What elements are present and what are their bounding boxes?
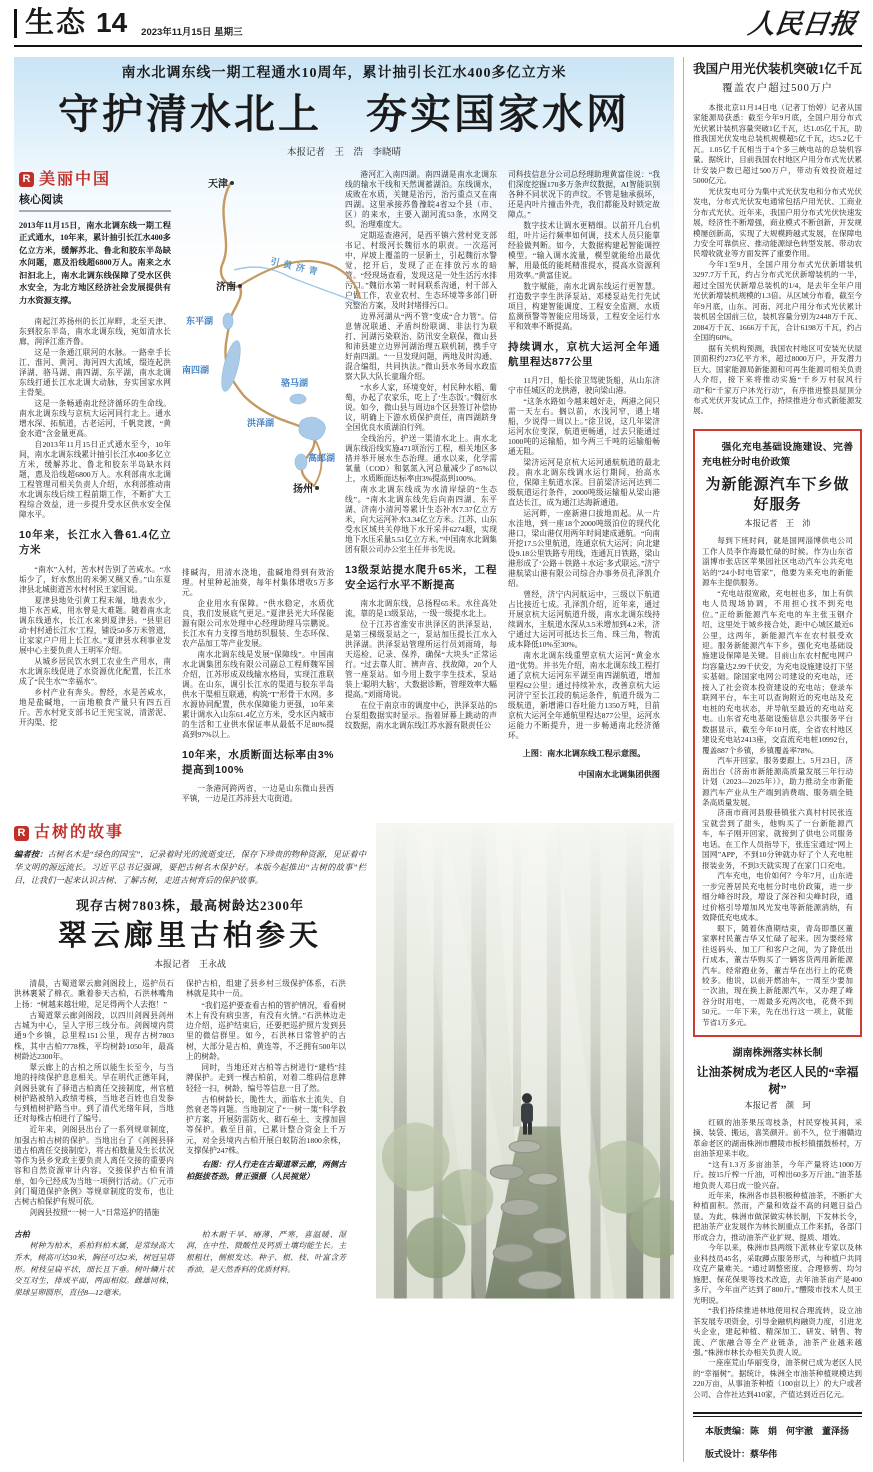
page-content — [14, 57, 862, 1462]
ev-title: 为新能源汽车下乡做好服务 — [705, 477, 850, 513]
column-logo-icon: R — [19, 172, 34, 187]
paragraph: 定期巡查港河，是西平镇六营村党支部书记、村级河长魏衍水的职责。一次巡河中，岸坡上覆盖的一层新土，引起魏衍水警觉，挖开后，发现了正在排放污水的暗管。“经现场查看，发现这是一处生活污水排污口。”魏衍水第一时间联系沟通，村干部入户做工作，农业农村、生态环境等多部门研究整治方案，及时封堵排污口。 — [345, 230, 497, 310]
paragraph: “这有1.3万多亩油茶，今年产量将达1000万斤。按15斤榨一斤油，可榨出60多万斤油。”油茶基地负责人邓日成一脸兴奋。 — [693, 1159, 862, 1190]
subhead-4: 持续调水，京杭大运河全年通航里程达877公里 — [508, 340, 660, 369]
ancient-tree-article — [14, 823, 674, 1298]
map-label-yangzhou: 扬州 — [293, 483, 313, 495]
tree-kicker: 现存古树7803株，最高树龄达2300年 — [75, 897, 304, 913]
paragraph: 近年来，株洲各市县积极种植油茶，不断扩大种植面积。然而，产量和效益不高的问题日益凸显。为此，株洲市做深做实林长制，下发林长令，把油茶产业发展作为林长制重点工作来抓，各部门形成合力，推动油茶产业扩规、提质、增效。 — [693, 1190, 862, 1242]
col2-paragraphs-2 — [182, 784, 334, 804]
paragraph: 南水北调东线重塑京杭大运河“黄金水道”优势。井书先介绍，南水北调东线工程打通了京杭大运河东平湖至南四湖航道，增加里程62公里；通过持续补水，改善京杭大运河济宁至长江段的航运条件，航道升级为二级航道，新增港口吞吐能力1350万吨，目前京杭大运河全年通航里程达877公里，运河水运能力不断提升，进一步畅通南北经济循环。 — [508, 651, 660, 741]
cypress-info-box — [14, 1229, 346, 1299]
col3-paragraphs-2 — [345, 599, 497, 731]
map-label-hongzehu: 洪泽湖 — [246, 417, 274, 428]
paragraph: 清晨，古蜀道翠云廊剑阁段上，巡护员石洪林裹紧了棉衣。瞅着参天古柏，石洪林嘴角上扬：“树越来越壮啦，足足得两个人去抱！” — [14, 979, 174, 1009]
stone — [528, 1173, 558, 1185]
ev-byline: 本报记者 王 沛 — [744, 519, 811, 529]
subhead-2: 10年来，水质断面达标率由3%提高到100% — [182, 748, 334, 777]
paragraph: “我们巡护要查看古柏的管护情况，看看树木上有没有病虫害，有没有火情。”石洪林边走边介绍，巡护结束后，还要把巡护照片发到县里的微信群里。如今，石洪林日常管护的古树，大部分是古柏、黄连等，不乏拥有500年以上的树龄。 — [186, 1000, 346, 1061]
paragraph: 一座座荒山华丽变身，油茶树已成为老区人民的“幸福树”。据统计，株洲全市油茶种植规模达到220万亩，从事油茶种植（100亩以上）的大户或者公司、合作社达到410家，产值达到近百亿元。 — [693, 1358, 862, 1399]
paragraph: 全线治污，护送一渠清水北上。南水北调东线沿线实施471项治污工程，相关地区多措并举开展水生态治理。通水以来，化学需氧量（COD）和氨氮入河总量减少了85%以上，水质断面达标率由3%提高到100%。 — [345, 433, 497, 483]
solar-article — [693, 61, 862, 417]
paragraph: “充电站很宽敞，充电桩也多，加上有供电人员现场协调，不用担心找不到充电位。”正给新能源汽车充电的车主张玉钢介绍，这里处于城乡接合处，距中心城区最近6公里，这两年，新能源汽车在农村很受欢迎。服务新能源汽车下乡，强化充电基础设施建设保障是关键。目前山东农村配电网户均容量达2.99千伏安，为充电设施建设打下坚实基础。除国家电网公司建设的充电站，还接入了社会资本投资建设的充电站；登录车联网平台，车主可以查询附近的充电站及充电桩的充电状态，并导航至最近的充电站充电。山东省充电基础设施信息公共服务平台数据显示，截至今年10月底，全省农村地区建设充电站2413座，交直流充电桩10992台，覆盖887个乡镇，乡镇覆盖率78%。 — [702, 588, 853, 755]
core-reading-label: 核心阅读 — [19, 193, 63, 206]
route-map-svg — [174, 170, 374, 568]
lake-dongping-shape — [223, 313, 233, 329]
tree-col1-paragraphs — [14, 979, 174, 1218]
section-block — [14, 9, 127, 38]
paragraph: 南起江苏扬州的长江岸畔，北至天津、东到胶东半岛，南水北调东线，宛如清水长廊，润泽江淮齐鲁。 — [19, 317, 171, 347]
route-map — [182, 170, 334, 568]
paragraph: 南水北调东线成为水清岸绿的“生态线”。“南水北调东线先后向南四湖、东平湖、济南小清河等累计生态补水7.37亿立方米，向大运河补水3.34亿立方米。江苏、山东受水区域共关停地下水开采井6274眼，实现地下水压采量5.51亿立方米。”中国南水北调集团有限公司办公室主任井书先说。 — [345, 484, 497, 554]
subhead-3: 13级泵站提水爬升65米，工程安全运行水平不断提高 — [345, 563, 497, 592]
editor-note — [14, 848, 366, 887]
ev-kicker: 强化充电基础设施建设、完善充电桩分时电价政策 — [702, 441, 853, 469]
ancient-tree-text-area — [14, 823, 366, 1298]
page-credits — [693, 1412, 862, 1461]
paragraph: 近年来，剑阁县出台了一系列规章制度，加强古柏古树的保护。当地出台了《剑阁县驿道古柏离任交接制度》，将古柏数量及生长状况等作为县乡党政主要负责人离任交接的重要内容和自然资源审计内容。交接保护古柏有清单，如今已经成为当地一项例行活动。《广元市剑门蜀道保护条例》等规章制度的发布，也让古树古柏保护有规可依。 — [14, 1125, 174, 1207]
paragraph: 乡村产业有奔头。曾经，水是苦咸水，地是盐碱地，一亩地粮食产量只有四五百斤。苦水村党支部书记王宪宝说，清淤泥、开沟渠、挖 — [19, 687, 171, 727]
paragraph: 据有关机构预测，我国农村地区可安装光伏屋顶面积约273亿平方米，超过8000万户，开发潜力巨大。国家能源局新能源和可再生能源司相关负责人介绍，接下来将推动实施“千乡万村驭风行动”和“千家万户沐光行动”，有序推进整县屋顶分布式光伏开发试点工作，持续推进分布式新能源发展。 — [693, 343, 862, 416]
paragraph: 眼下，随着休渔期结束，青岛即墨区董家寨村民董吉华又忙碌了起来。因为要经常往返码头、加工厂和客户之间，为了降低出行成本，董吉华购买了一辆客货两用新能源汽车。经常跑业务，董吉华在出行上的花费较多。他说，以前开燃油车，一周至少要加一次油，现在换上新能源汽车，又办理了峰谷分时用电，一周最多充两次电，花费不到50元。一年下来，先在出行这一项上，就能节省1万多元。 — [702, 923, 853, 1027]
paragraph: 南水北调东线，总扬程65米。水往高处流，靠的是13级泵站，一级一级提水北上。 — [345, 599, 497, 619]
section-name: 生态 — [25, 7, 88, 39]
map-label-luomahu: 骆马湖 — [281, 377, 309, 388]
paragraph: 翠云廊上的古柏之所以能生长至今，与当地的持续保护息息相关。早在明代正德年间，剑阁县就有了驿道古柏离任交接制度，州官植树护路被纳入政绩考核，当地老百姓也自发参与到植树护路当中。到了清代光绪年间，当地还对每株古柏进行了编号。 — [14, 1063, 174, 1124]
paragraph: 在位于南京市的调度中心，洪泽泵站的5台泵组数据实时显示。指着屏幕上跳动的声纹数据，南水北调东线江苏水源有限责任公 — [345, 701, 497, 731]
cypress-text-1: 树种为柏木，系柏科柏木属，是常绿高大乔木，树高可达30米，胸径可达2米，树冠呈塔形。树枝呈扁平状，细长且下垂。树叶鳞片状交互对生，排成平面，两面相似。雌雄同株，果球呈卵圆形，直径8—12毫米。 — [14, 1241, 174, 1298]
stone — [490, 1165, 524, 1179]
paragraph: 南水北调东线是发展“保障线”。中国南水北调集团东线有限公司副总工程师魏军国介绍，江苏形成双线输水格局，实现江淮联调。在山东，调引长江水的渠道与胶东半岛供水干渠相互联通，构筑“T”形骨干水网。多水源协同配置，供水保障能力更强，10年来累计调水入山东61.4亿立方米，受水区内城市的生活和工业供水保证率从最低不足80%提高到97%以上。 — [182, 649, 334, 739]
paragraph: 企业用水有保障。“供水稳定，水质优良，我们发展底气更足。”夏津县光大环保能源有限公司水处理中心经理助理马宗鹏说。长江水有力支撑当地纺织服装、生态环保、农产品加工等产业发展。 — [182, 598, 334, 648]
water-col-1 — [19, 170, 171, 805]
paragraph: 本报北京11月14日电（记者丁怡婷）记者从国家能源局获悉：截至今年9月底，全国户用分布式光伏累计装机容量突破1亿千瓦，达1.05亿千瓦，助推我国光伏发电总装机规模超5亿千瓦，达5.2亿千瓦。1.05亿千瓦相当于4个多三峡电站的总装机容量。据统计，目前我国农村地区户用分布式光伏累计安装户数已超过500万户，带动有效投资超过5000亿元。 — [693, 102, 862, 186]
paragraph: 数字赋能，南水北调东线运行更智慧。打造数字孪生洪泽泵站、邓楼泵站先行先试项目，构建智能调度、工程安全监测、水质监测预警等智能应用场景，工程安全运行水平和效率不断提高。 — [508, 281, 660, 331]
paragraph: “南水”入村，苦水村告别了苦咸水。“水垢少了，好水熬出的米粥又稠又香。”山东夏津县北城街道苦水村村民王家国说。 — [19, 564, 171, 594]
paragraph: 曾经，济宁内河航运中，三级以下航道占比接近七成。孔泽凯介绍，近年来，通过开展京杭大运河航道升级，南水北调东线持续调水，主航道水深从3.5米增加到4.2米，济宁通过大运河可抵达长三角、珠三角，物流成本降低10%至30%。 — [508, 590, 660, 650]
paragraph: 一条港河跨两省，一边是山东微山县西平镇，一边是江苏沛县大屯街道。 — [182, 784, 334, 804]
map-label-gaoyouhu: 高邮湖 — [308, 452, 336, 463]
paragraph: 光伏发电可分为集中式光伏发电和分布式光伏发电，分布式光伏发电通常包括户用光伏、工商业分布式光伏。近年来，我国户用分布式光伏快速发展，经济性不断增强，商业模式不断创新，开发规模屡创新高，实现了大规模跨越式发展，在保障电力安全可靠供应、推动能源绿色转型发展、带动农民增收就业等方面发挥了重要作用。 — [693, 186, 862, 259]
paragraph: “水乡人家，环境变好，村民种水稻、葡萄，办起了农家乐，吃上了‘生态饭’。”魏衍水说。如今，微山县与周边8个区县签订补偿协议，明确上下游水质保护责任，南四湖跻身全国优良水质湖泊行列。 — [345, 382, 497, 432]
page-number: 14 — [96, 7, 128, 38]
editors-line: 本版责编：陈 娟 何宇澈 董泽扬 — [705, 1426, 850, 1437]
col1-paragraphs — [19, 317, 171, 520]
photo-caption-text: 右图：行人行走在古蜀道翠云廊，两侧古柏挺拔苍劲。 — [186, 1160, 346, 1182]
paragraph: 数字技术让调水更精细。以前开几台机组，叶片运行频率如何调，技术人员只能靠经验做判断。如今，大数据构建起智能调控模型。“输入调水流量，模型就能给出最优解，用最低的能耗精准提水，提高水资源利用效率。”黄富佳说。 — [508, 220, 660, 280]
map-label-canal: 引黄济青 — [269, 256, 323, 278]
main-column — [14, 57, 674, 1462]
col2-paragraphs — [182, 599, 334, 740]
paragraph: 汽车充电，电价如何？今年7月，山东进一步完善居民充电桩分时电价政策，进一步细分峰谷时段，增设了深谷和尖峰时段，通过价格引导增加风光发电等新能源消纳，有效降低充电成本。 — [702, 871, 853, 923]
camellia-title: 让油茶树成为老区人民的“幸福树” — [696, 1065, 859, 1096]
stone — [501, 1200, 539, 1216]
map-route-main — [221, 184, 314, 486]
sidebar — [683, 57, 862, 1462]
paragraph: 夏津县地处引黄工程末端，地表水少，地下水苦咸，用水曾是大难题。随着南水北调东线通水，长江水来到夏津县。“县里启动‘村村通长江水’工程，铺设50多万米管道，让家家户户用上长江水。”夏津县水利事业发展中心主要负责人王明军介绍。 — [19, 595, 171, 655]
tree-headline: 翠云廊里古柏参天 — [57, 920, 322, 953]
water-headline: 守护清水北上 夯实国家水网 — [58, 90, 630, 137]
map-label-tianjin: 天津 — [208, 178, 228, 190]
design-line: 版式设计：蔡华伟 — [705, 1448, 778, 1459]
stone — [509, 1141, 541, 1153]
solar-body — [693, 103, 862, 417]
paragraph: 运河畔，一座新港口拔地而起。从一片水洼地，到一座18个2000吨级泊位的现代化港口，梁山港仅用两年时间建成通航。“向南开挖17.5公里航道，连通京杭大运河；向北建设9.18公里铁路专用线，连通瓦日铁路，梁山港形成了‘公路＋铁路＋水运’多式联运。”济宁港航梁山港有限公司综合办事务员孔泽凯介绍。 — [508, 509, 660, 589]
cypress-photo-art — [376, 823, 674, 1298]
lake-hongze-shape — [299, 417, 325, 440]
photo-caption — [186, 1159, 346, 1183]
paragraph: 自2013年11月15日正式通水至今，10年间，南水北调东线累计抽引长江水400多亿立方米，缓解苏北、鲁北和胶东半岛缺水问题，惠及沿线超6800万人。水利部南水北调工程管理司相关负责人介绍，水利部推动南水北调东线后续工程前期工作，不断扩大工程综合效益，进一步提升受水区供水安全保障水平。 — [19, 440, 171, 520]
paragraph: 古蜀道翠云廊剑阁段，以四川剑阁县剑州古城为中心，呈人字形三线分布。剑阁境内贯通9个乡镇，总里程151公里，现存古树7803株，其中古柏7778株，平均树龄1050年，最高树龄达2300年。 — [14, 1010, 174, 1061]
tree-columns — [14, 979, 366, 1219]
map-credit: 中国南水北调集团供图 — [578, 769, 660, 779]
col1-paragraphs-2 — [19, 565, 171, 728]
paragraph: 古柏树龄长，脆性大，面临水土流失、自然衰老等问题。当地制定了“一树一策”科学救护方案，开展防雷防火、砌石垒土、支撑加固等保护。截至目前，已累计整合资金上千万元，对全县境内古柏开展白蚁防治1800余株，支撑保护247株。 — [186, 1094, 346, 1155]
column-badge-title: 古树的故事 — [34, 824, 125, 842]
water-article — [14, 57, 674, 809]
paragraph: 今年1至9月，全国户用分布式光伏新增装机3297.7万千瓦，约占分布式光伏新增装机的一半，超过全国光伏新增总装机的1/4，是去年全年户用光伏新增装机规模的1.3倍。从区域分布看，截至今年9月底，山东、河南、河北户用分布式光伏累计装机居全国前三位，装机容量分别为2448万千瓦、2084万千瓦、1666万千瓦，合计6198万千瓦，约占全国的60%。 — [693, 259, 862, 343]
city-dot-tianjin — [230, 181, 234, 185]
paragraph: 边界河湖从“两不管”变成“合力管”。信息情况联通、矛盾纠纷联调、非法行为联打、河湖污染联治、防汛安全联保，微山县和沛县建立边界河湖治理五联机制，携手守好南四湖。“一旦发现问题，两地及时沟通、混合编组，共同执法。”微山县水务局水政监察大队大队长童瑞介绍。 — [345, 311, 497, 381]
paragraph: 保护古柏，组建了县乡村三级保护体系，石洪林就是其中一员。 — [186, 979, 346, 999]
col4-paragraphs-2 — [508, 376, 660, 741]
stone — [533, 1228, 567, 1244]
paragraph: 汽车开回家，服务要跟上。5月23日，济南出台《济南市新能源高质量发展三年行动计划（2023—2025年）》，助力推动全市新能源汽车产业从生产端到消费端、服务端全链条高质量发展。 — [702, 756, 853, 807]
paragraph: “这条水路如今越来越好走，两港之间只需一天左右。搁以前，水浅河窄，遇上堵船，少说得一周以上。”徐卫说，这几年梁济运河水位变深，航道更畅通，过去只能通过1000吨的运输船，如今两三千吨的运输船畅通无阻。 — [508, 397, 660, 457]
paragraph: 港河汇入南四湖。南四湖是南水北调东线的输水干线和天然调蓄湖泊。东线调水，成败在水质，关键是治污，治污重点又在南四湖。这里承接苏鲁豫皖4省32个县（市、区）的来水，主要入湖河流53条，水网交织，治理难度大。 — [345, 169, 497, 229]
water-col-4 — [508, 170, 660, 805]
cypress-text-2: 柏木耐干旱、瘠薄、严寒，喜温暖、湿润，在中性、微酸性及钙质土壤均能生长。主根粗壮，侧根发达。种子、根、枝、叶富含芳香油，是天然香料的优质材料。 — [186, 1229, 346, 1274]
masthead-logo: 人民日报 — [746, 9, 858, 39]
date-line — [141, 27, 242, 38]
paragraph: 这是一条通江联河的水脉。一路牵手长江、淮河、黄河、海河四大流域，缀连起洪泽湖、骆马湖、南四湖、东平湖，南水北调东线打通长江水北调大动脉，夯实国家水网主骨架。 — [19, 348, 171, 398]
column-logo-icon: R — [14, 826, 29, 841]
paragraph: 11月7日，船长徐卫驾驶货船，从山东济宁市任城区的龙拱港，驶向梁山港。 — [508, 376, 660, 396]
map-caption: 上图：南水北调东线工程示意图。 — [522, 749, 646, 759]
tree-byline: 本报记者 王永战 — [153, 959, 226, 970]
cypress-label: 古柏 — [14, 1229, 30, 1239]
solar-title: 我国户用光伏装机突破1亿千瓦 — [693, 62, 862, 76]
paragraph: 剑阁县按照“一树一人”日常巡护的措施 — [29, 1208, 160, 1218]
column-badge-title: 美丽中国 — [39, 170, 112, 188]
lake-nansi-shape — [218, 339, 244, 393]
paragraph: 今年以来，株洲市县两级下派林业专家以及林业科技员45名，采取蹲点服务形式，与种植户共同攻克产量难关。“通过调整密度、合理修剪、均匀施肥、保花保果等技术改造，去年油茶亩产是400多斤，今年亩产达到了800斤。”醴陵市技术人员王光明说。 — [693, 1243, 862, 1305]
water-col-2 — [182, 170, 334, 805]
ev-article-box — [693, 429, 862, 1037]
water-kicker: 南水北调东线一期工程通水10周年，累计抽引长江水400多亿立方米 — [121, 66, 567, 81]
tree-col-2 — [186, 979, 346, 1219]
subhead-1: 10年来，长江水入鲁61.4亿立方米 — [19, 529, 171, 557]
weekday: 星期三 — [214, 26, 243, 38]
map-label-nansihu: 南四湖 — [182, 364, 210, 375]
paragraph: 济南市商河县殷巷镇张六真村村民张连宝就尝到了甜头，他购买了一台新能源汽车，车子刚开回家，就接到了供电公司服务电话。在工作人员指导下，张连宝通过“网上国网”APP，不到10分钟就办好了个人充电桩报装业务，不到3天就实现了在家门口充电。 — [702, 808, 853, 870]
solar-subtitle: 覆盖农户超过500万户 — [722, 82, 833, 94]
column-badge-row — [19, 172, 171, 188]
paragraph: 红硕的油茶果压弯枝条，村民穿梭其间，采摘、装袋、搬运，喜笑颜开。前不久，位于湘赣边革命老区的湖南株洲市醴陵市板杉镇擂鼓桥村，万亩油茶迎来丰收。 — [693, 1117, 862, 1159]
paragraph: 从城乡居民饮水到工农业生产用水，南水北调东线促进了水资源优化配置，长江水成了“民生水”“幸福水”。 — [19, 656, 171, 686]
paragraph: 司科技信息分公司总经理助理黄富佳说：“我们深度挖掘170多万条声纹数据，AI智能识别各种不同状况下的声纹。不管是轴承损坏，还是内叶片撞击外壳，我们都能及时锁定故障点。” — [508, 169, 660, 219]
page-header — [14, 6, 862, 47]
col4-paragraphs — [508, 221, 660, 332]
paragraph: 位于江苏省淮安市洪泽区的洪泽泵站，是第三梯级泵站之一，泵站加压提长江水入洪泽湖。洪泽泵站管理所运行员刘雨琦，每天巡检、记录、保养，确保“大块头”正常运行。“过去靠人盯、辨声音、找故障，20个人管一座泵站。如今用上数字孪生技术，泵站装上‘聪明大脑’，大数据诊断，管理效率大幅提高。”刘雨琦说。 — [345, 620, 497, 700]
city-dot-yangzhou — [315, 486, 319, 490]
map-label-dongpinghu: 东平湖 — [186, 315, 214, 326]
paragraph: 梁济运河是京杭大运河通航航道的最北段。南水北调东线调水运行期间，抬高水位，保障主航道水深。目前梁济运河达到二级航道运行条件，2000吨级运输船从梁山港直达长江，成为通江达海新通道。 — [508, 458, 660, 508]
camellia-byline: 本报记者 颜 珂 — [744, 1100, 811, 1110]
editor-note-text: 古树名木是“绿色的国宝”，记录着时光的流逝变迁，保存下珍贵的物种资源，见证着中华文明的源远流长。习近平总书记强调，要把古树名木保护好。本版今起推出“古树的故事”栏目，让我们一起来认识古树、了解古树，走进古树背后的保护故事。 — [14, 850, 366, 886]
column-badge-row — [14, 825, 366, 841]
ev-body — [702, 536, 853, 1028]
editor-note-label: 编者按： — [14, 850, 48, 860]
water-byline: 本报记者 王 浩 李晓晴 — [286, 147, 401, 158]
paragraph: 这是一条畅通南北经济循环的生命线。南水北调东线与京杭大运河同行北上。通水增水深、拓航道，古老运河，千帆竞渡，“黄金水道”含金量更高。 — [19, 399, 171, 439]
stone — [518, 1271, 562, 1289]
date: 2023年11月15日 — [141, 26, 212, 38]
camellia-article — [693, 1047, 862, 1400]
lake-gaoyou-shape — [295, 454, 307, 470]
cypress-photo — [376, 823, 674, 1298]
paragraph: 每到下班时间，就是国网淄博供电公司工作人员李作海最忙碌的时候。作为山东省淄博市张店区苹果园社区电动汽车公共充电站的“24小时电管家”，他要为来充电的新能源车主提供服务。 — [702, 536, 853, 588]
divider — [19, 210, 171, 212]
water-columns — [19, 170, 669, 805]
tree-col-1 — [14, 979, 174, 1219]
camellia-body — [693, 1118, 862, 1401]
core-reading-text: 2013年11月15日，南水北调东线一期工程正式通水，10年来，累计抽引长江水400多亿立方米，缓解苏北、鲁北和胶东半岛缺水问题，惠及沿线超6800万人。南来之水汩汩北上，南水北调东线保障了受水区供水安全，为北方地区经济社会发展提供有力水资源支撑。 — [19, 220, 171, 305]
tree-col2-paragraphs — [186, 1001, 346, 1157]
camellia-kicker: 湖南株洲落实林长制 — [732, 1048, 823, 1060]
lake-luoma-shape — [290, 394, 306, 404]
stone — [493, 1244, 533, 1262]
paragraph: “我们持续推进林地使用权合理流转，设立油茶发展专项资金，引导金融机构融资力度，引进龙头企业，建起种植、精深加工、研发、销售、物流、产旅融合等全产业链条，油茶产业越来越强。”株洲市林长办相关负责人说。 — [693, 1306, 862, 1357]
divider — [693, 1412, 862, 1414]
city-dot-jinan — [238, 284, 242, 288]
paragraph: 排碱沟，用清水浇地，盐碱地得到有效治理。村里种起油葵，每年村集体增收5万多元。 — [182, 567, 334, 597]
map-label-jinan: 济南 — [216, 281, 236, 293]
paragraph: 同时，当地还对古柏等古树进行“建档”挂牌保护。走到一棵古柏前，对着二维码信息牌轻轻一扫，树龄、编号等信息一目了然。 — [186, 1063, 346, 1093]
photo-credit: 曾正强摄（人民视觉） — [234, 1172, 314, 1182]
